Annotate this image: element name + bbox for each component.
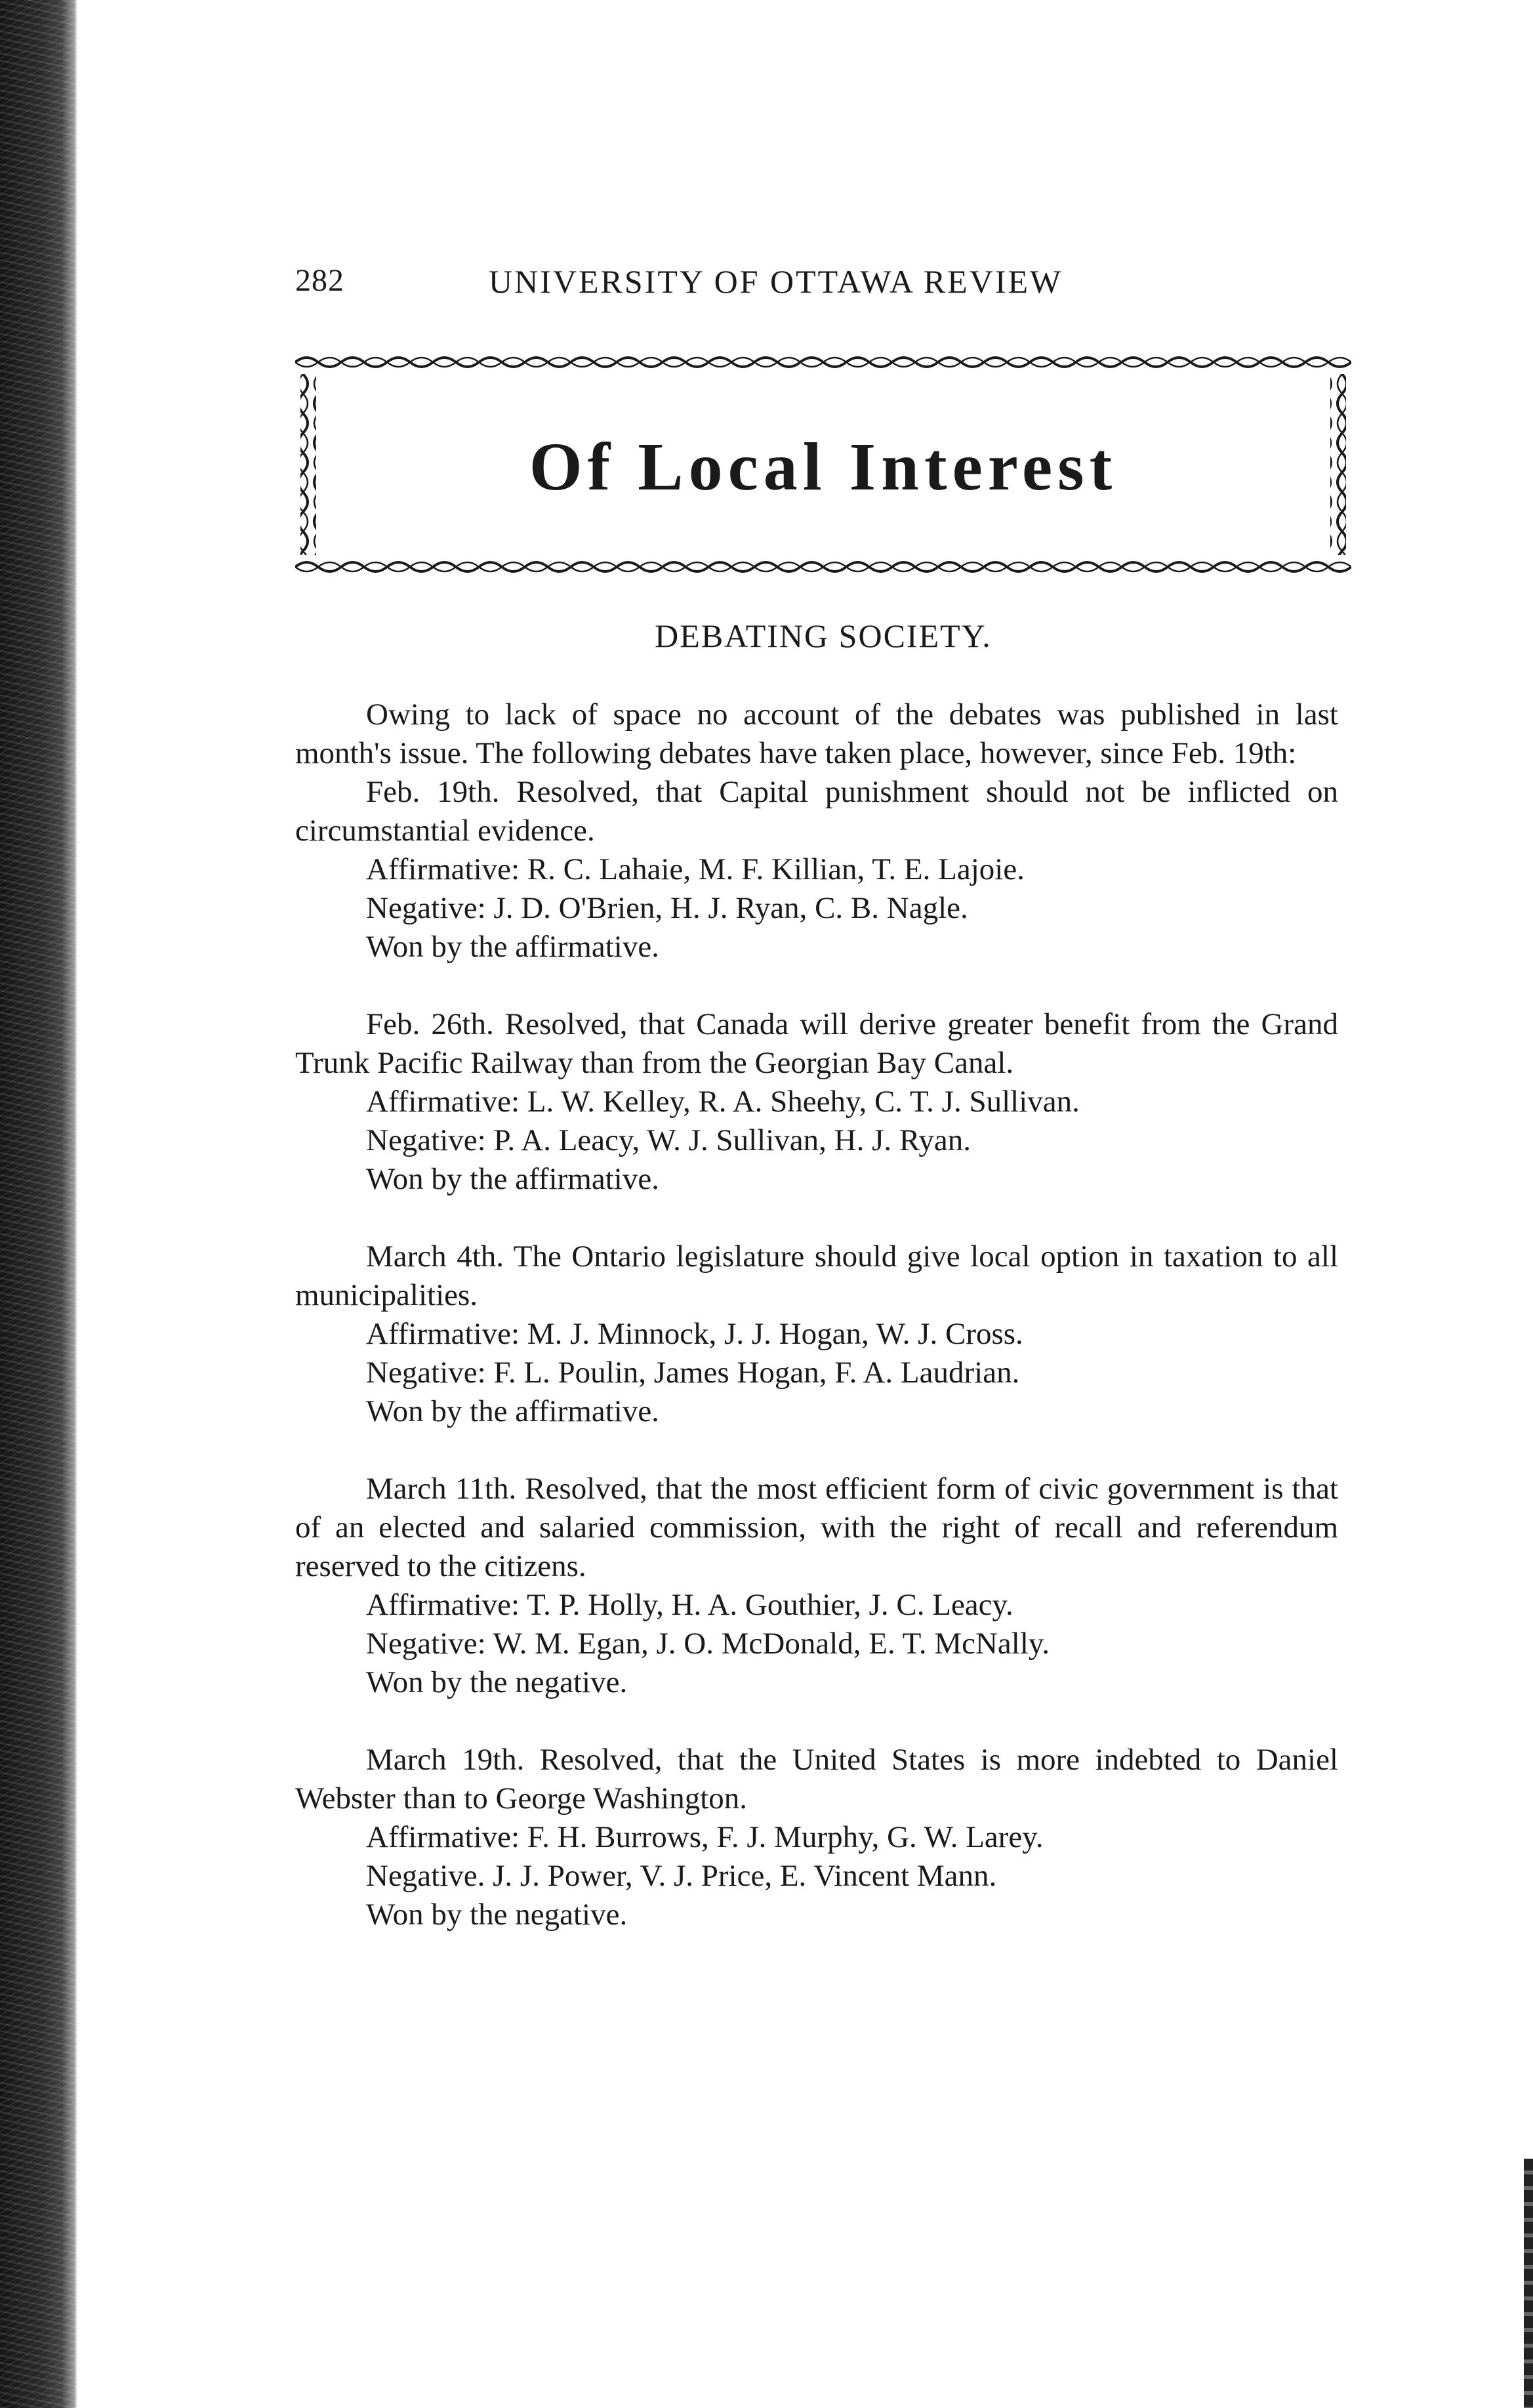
- debate-entry: [295, 1005, 1338, 1199]
- debate-entry: [295, 773, 1338, 966]
- debate-result: Won by the affirmative.: [366, 930, 659, 964]
- debate-negative: Negative: P. A. Leacy, W. J. Sullivan, H. J. Ryan.: [366, 1123, 971, 1157]
- debate-affirmative: Affirmative: T. P. Holly, H. A. Gouthier, J. C. Leacy.: [366, 1588, 1013, 1622]
- debate-entry: [295, 1741, 1338, 1934]
- debate-affirmative: Affirmative: M. J. Minnock, J. J. Hogan, W. J. Cross.: [366, 1317, 1023, 1351]
- debate-negative: Negative. J. J. Power, V. J. Price, E. Vincent Mann.: [366, 1859, 997, 1893]
- article-body: [295, 695, 1338, 1934]
- debate-result: Won by the negative.: [366, 1898, 628, 1932]
- debating-society-heading: DEBATING SOCIETY.: [655, 617, 992, 654]
- debate-resolution: March 11th. Resolved, that the most efficient form of civic government is that of an elected and salaried commission, with the right of recall and referendum reserved to the citizens.: [295, 1472, 1338, 1583]
- debate-negative: Negative: F. L. Poulin, James Hogan, F. A. Laudrian.: [366, 1356, 1020, 1390]
- page-binding-edge: [0, 0, 77, 2408]
- page-header: [295, 262, 1351, 308]
- debate-entry: [295, 1237, 1338, 1431]
- debate-affirmative: Affirmative: F. H. Burrows, F. J. Murphy, G. W. Larey.: [366, 1820, 1044, 1854]
- intro-paragraph: Owing to lack of space no account of the debates was published in last month's issue. The following debates have taken place, however, since Feb. 19th:: [295, 697, 1338, 770]
- debate-negative: Negative: W. M. Egan, J. O. McDonald, E. T. McNally.: [366, 1627, 1050, 1661]
- running-title: UNIVERSITY OF OTTAWA REVIEW: [489, 263, 1063, 300]
- debate-resolution: Feb. 26th. Resolved, that Canada will derive greater benefit from the Grand Trunk Pacific Railway than from the Georgian Bay Canal.: [295, 1007, 1338, 1080]
- debate-resolution: Feb. 19th. Resolved, that Capital punishment should not be inflicted on circumstantial evidence.: [295, 775, 1338, 848]
- page-number: 282: [295, 263, 344, 298]
- debate-result: Won by the negative.: [366, 1665, 628, 1699]
- section-title: Of Local Interest: [529, 429, 1118, 505]
- debate-entry: [295, 1470, 1338, 1702]
- debate-resolution: March 19th. Resolved, that the United States is more indebted to Daniel Webster than to George Washington.: [295, 1743, 1338, 1816]
- page-right-edge: [1524, 2159, 1533, 2408]
- debate-negative: Negative: J. D. O'Brien, H. J. Ryan, C. B. Nagle.: [366, 891, 968, 925]
- ornamental-heading-frame: [295, 354, 1351, 577]
- debate-affirmative: Affirmative: L. W. Kelley, R. A. Sheehy, C. T. J. Sullivan.: [366, 1085, 1080, 1119]
- debate-affirmative: Affirmative: R. C. Lahaie, M. F. Killian, T. E. Lajoie.: [366, 852, 1025, 886]
- debate-result: Won by the affirmative.: [366, 1394, 659, 1428]
- debate-result: Won by the affirmative.: [366, 1162, 659, 1196]
- debate-resolution: March 4th. The Ontario legislature should give local option in taxation to all municipalities.: [295, 1239, 1338, 1312]
